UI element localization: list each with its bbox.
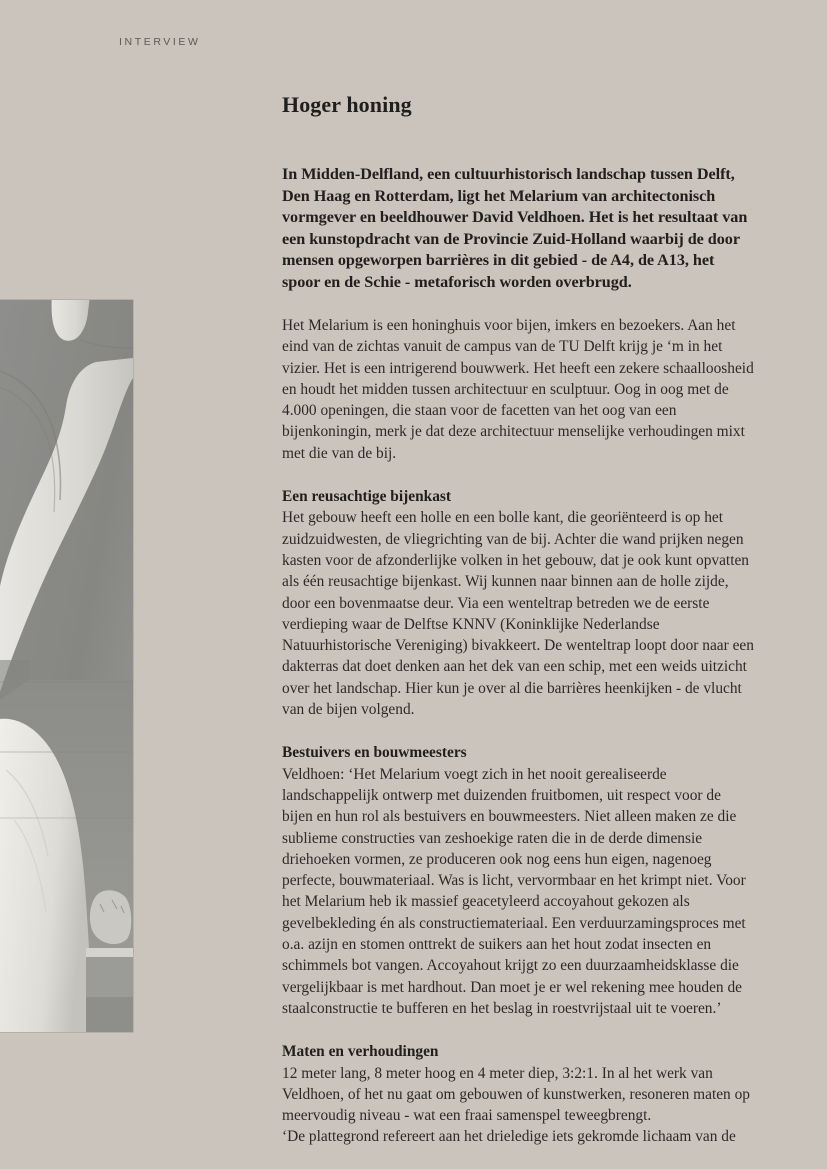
section-body: Het gebouw heeft een holle en een bolle kant, die georiënteerd is op het zuidzuidwesten, de vliegrichting van de bij. Achter die wand prijken negen kasten voor de afzonderlijke volken in het gebouw, dat je ook kunt opvatten als één reusachtige bijenkast. Wij kunnen naar binnen aan de holle zijde, door een bovenmaatse deur. Via een wenteltrap betreden we de eerste verdieping waar de Delftse KNNV (Koninklijke Nederlandse Natuurhistorische Vereniging) bivakkeert. De wenteltrap loopt door naar een dakterras dat doet denken aan het dek van een schip, met een weids uitzicht over het landschap. Hier kun je over al die barrières heenkijken - de vlucht van de bijen volgend. (282, 509, 754, 719)
section-body: 12 meter lang, 8 meter hoog en 4 meter diep, 3:2:1. In al het werk van Veldhoen, of het nu gaat om gebouwen of kunstwerken, resoneren maten op meervoudig niveau - wat een fraai samenspel teweegbrengt. (282, 1064, 750, 1125)
page-title: Hoger honing (282, 92, 412, 117)
article-photo (0, 300, 133, 1032)
grayscale-sculpture-photo (0, 300, 133, 1032)
article-section-maten (282, 1019, 754, 1126)
article-column (282, 0, 754, 1148)
running-head-interview: INTERVIEW (119, 36, 201, 48)
section-heading: Maten en verhoudingen (282, 1043, 439, 1061)
article-closing-line: ‘De plattegrond refereert aan het drieledige iets gekromde lichaam van de (282, 1128, 736, 1146)
article-section-bestuivers (282, 720, 754, 1019)
article-section-bijenkast (282, 464, 754, 720)
section-heading: Bestuivers en bouwmeesters (282, 744, 467, 762)
section-body: Veldhoen: ‘Het Melarium voegt zich in het nooit gerealiseerde landschappelijk ontwerp met duizenden fruitbomen, uit respect voor de bijen en hun rol als bestuivers en bouwmeesters. Niet alleen maken ze die sublieme constructies van zeshoekige raten die in de derde dimensie driehoeken vormen, ze produceren ook nog eens hun eigen, nagenoeg perfecte, bouwmateriaal. Was is licht, vervormbaar en het krimpt niet. Voor het Melarium heb ik massief geacetyleerd accoyahout gekozen als gevelbekleding én als constructiemateriaal. Een verduurzamingsproces met o.a. azijn en stomen onttrekt de suikers aan het hout zodat insecten en schimmels bot vangen. Accoyahout krijgt zo een duurzaamheidsklasse die vergelijkbaar is met hardhout. Dan moet je er wel rekening mee houden de staalconstructie te bufferen en het beslag in roestvrijstaal uit te voeren.’ (282, 765, 746, 1017)
section-heading: Een reusachtige bijenkast (282, 488, 452, 506)
article-intro-paragraph: Het Melarium is een honinghuis voor bijen, imkers en bezoekers. Aan het eind van de zichtas vanuit de campus van de TU Delft krijg je ‘m in het vizier. Het is een intrigerend bouwwerk. Het heeft een zekere schaalloosheid en houdt het midden tussen architectuur en sculptuur. Oog in oog met de 4.000 openingen, die staan voor de facetten van het oog van een bijenkoningin, merk je dat deze architectuur menselijke verhoudingen mixt met die van de bij. (282, 317, 754, 462)
article-lede: In Midden-Delfland, een cultuurhistorisch landschap tussen Delft, Den Haag en Rotterdam, ligt het Melarium van architectonisch vormgever en beeldhouwer David Veldhoen. Het is het resultaat van een kunstopdracht van de Provincie Zuid-Holland waarbij de door mensen opgeworpen barrières in dit gebied - de A4, de A13, het spoor en de Schie - metaforisch worden overbrugd. (282, 165, 748, 291)
